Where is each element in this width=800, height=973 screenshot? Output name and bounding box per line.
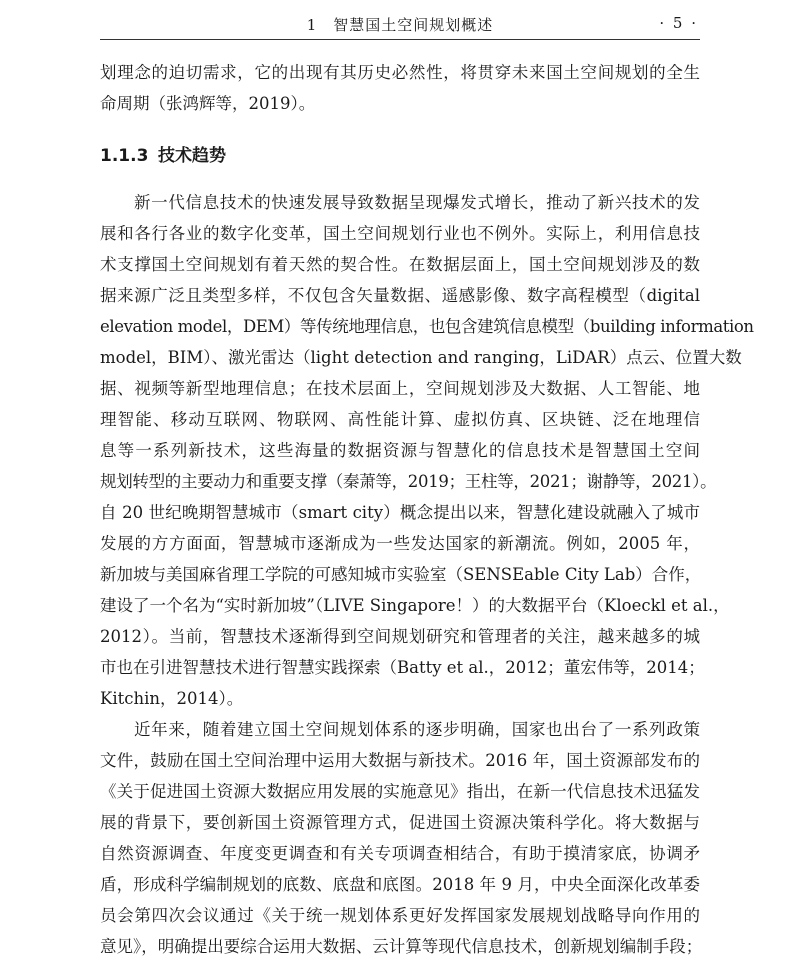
text-line: 员会第四次会议通过《关于统一规划体系更好发挥国家发展规划战略导向作用的 — [100, 906, 700, 925]
text-line: 展和各行各业的数字化变革，国土空间规划行业也不例外。实际上，利用信息技 — [100, 224, 700, 243]
text-line: 新加坡与美国麻省理工学院的可感知城市实验室（SENSEable City Lab）合作， — [100, 565, 702, 584]
text-line: 发展的方方面面，智慧城市逐渐成为一些发达国家的新潮流。例如，2005 年， — [100, 534, 700, 553]
text-line: 自然资源调查、年度变更调查和有关专项调查相结合，有助于摸清家底，协调矛 — [100, 844, 700, 863]
chapter-title: 1 智慧国土空间规划概述 — [306, 16, 494, 34]
running-header — [100, 10, 700, 40]
text-line: 市也在引进智慧技术进行智慧实践探索（Batty et al.，2012；董宏伟等，2014； — [100, 658, 705, 677]
section-number: 1.1.3 — [100, 146, 149, 166]
text-line: 据、视频等新型地理信息；在技术层面上，空间规划涉及大数据、人工智能、地 — [100, 379, 700, 398]
text-line: model，BIM）、激光雷达（light detection and ranging，LiDAR）点云、位置大数 — [100, 348, 742, 367]
text-line: 新一代信息技术的快速发展导致数据呈现爆发式增长，推动了新兴技术的发 — [134, 193, 700, 212]
text-line: 划理念的迫切需求，它的出现有其历史必然性，将贯穿未来国土空间规划的全生 — [100, 63, 700, 82]
text-line: 术支撑国土空间规划有着天然的契合性。在数据层面上，国土空间规划涉及的数 — [100, 255, 700, 274]
text-line: 盾，形成科学编制规划的底数、底盘和底图。2018 年 9 月，中央全面深化改革委 — [100, 875, 700, 894]
text-line: 近年来，随着建立国土空间规划体系的逐步明确，国家也出台了一系列政策 — [134, 720, 700, 739]
section-heading — [100, 140, 226, 172]
text-line: 命周期（张鸿辉等，2019）。 — [100, 94, 316, 113]
text-line: 规划转型的主要动力和重要支撑（秦萧等，2019；王柱等，2021；谢静等，2021）。 — [100, 472, 717, 491]
header-rule — [100, 39, 700, 40]
page-number: · 5 · — [659, 14, 698, 32]
section-title: 技术趋势 — [158, 146, 226, 166]
text-line: Kitchin，2014）。 — [100, 689, 244, 708]
text-line: 息等一系列新技术，这些海量的数据资源与智慧化的信息技术是智慧国土空间 — [100, 441, 700, 460]
text-line: 文件，鼓励在国土空间治理中运用大数据与新技术。2016 年，国土资源部发布的 — [100, 751, 700, 770]
text-line: 自 20 世纪晚期智慧城市（smart city）概念提出以来，智慧化建设就融入了城市 — [100, 503, 700, 522]
text-line: elevation model，DEM）等传统地理信息，也包含建筑信息模型（building information — [100, 317, 754, 336]
text-line: 理智能、移动互联网、物联网、高性能计算、虚拟仿真、区块链、泛在地理信 — [100, 410, 700, 429]
text-line: 建设了一个名为“实时新加坡”（LIVE Singapore！）的大数据平台（Kloeckl et al.， — [100, 596, 730, 615]
text-line: 展的背景下，要创新国土资源管理方式，促进国土资源决策科学化。将大数据与 — [100, 813, 700, 832]
text-line: 《关于促进国土资源大数据应用发展的实施意见》指出，在新一代信息技术迅猛发 — [100, 782, 700, 801]
text-line: 意见》，明确提出要综合运用大数据、云计算等现代信息技术，创新规划编制手段； — [100, 937, 703, 956]
text-line: 据来源广泛且类型多样，不仅包含矢量数据、遥感影像、数字高程模型（digital — [100, 286, 700, 305]
text-line: 2012）。当前，智慧技术逐渐得到空间规划研究和管理者的关注，越来越多的城 — [100, 627, 700, 646]
